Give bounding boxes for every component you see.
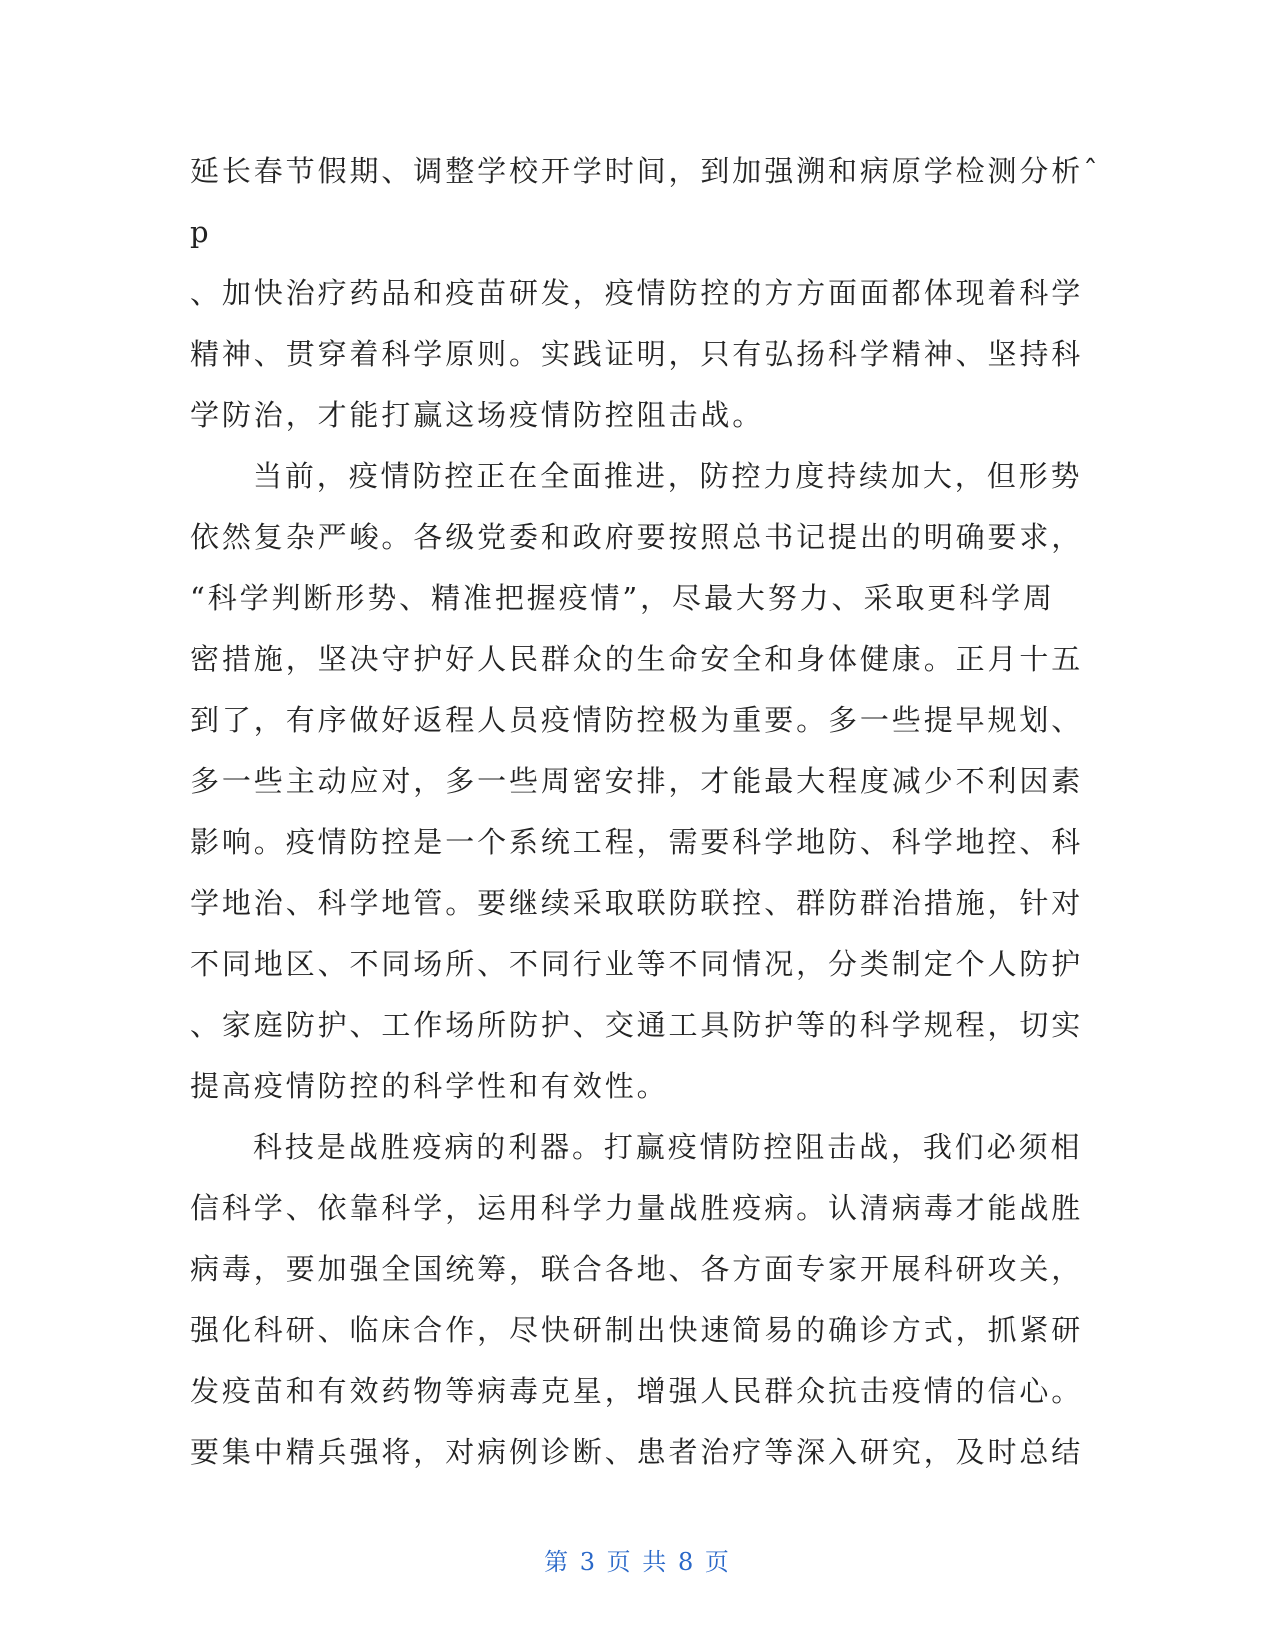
text-line-2: p [190,215,212,249]
text-line-14: 不同地区、不同场所、不同行业等不同情况，分类制定个人防护 [190,947,1084,981]
text-line-13: 学地治、科学地管。要继续采取联防联控、群防群治措施，针对 [190,886,1084,920]
text-line-10: 到了，有序做好返程人员疫情防控极为重要。多一些提早规划、 [190,703,1084,737]
text-line-7: 依然复杂严峻。各级党委和政府要按照总书记提出的明确要求， [190,520,1084,554]
text-line-20: 强化科研、临床合作，尽快研制出快速简易的确诊方式，抓紧研 [190,1313,1084,1347]
paragraph-start-line: 当前，疫情防控正在全面推进，防控力度持续加大，但形势 [253,459,1083,493]
text-line-12: 影响。疫情防控是一个系统工程，需要科学地防、科学地控、科 [190,825,1084,859]
text-line-16: 提高疫情防控的科学性和有效性。 [190,1069,669,1103]
text-line-15: 、家庭防护、工作场所防护、交通工具防护等的科学规程，切实 [190,1008,1084,1042]
text-line-11: 多一些主动应对，多一些周密安排，才能最大程度减少不利因素 [190,764,1084,798]
text-line-3: 、加快治疗药品和疫苗研发，疫情防控的方方面面都体现着科学 [190,276,1084,310]
paragraph-start-line: 科技是战胜疫病的利器。打赢疫情防控阻击战，我们必须相 [253,1130,1083,1164]
text-line-22: 要集中精兵强将，对病例诊断、患者治疗等深入研究，及时总结 [190,1435,1084,1469]
text-line-1: 延长春节假期、调整学校开学时间，到加强溯和病原学检测分析ˆ [190,154,1101,188]
text-line-4: 精神、贯穿着科学原则。实践证明，只有弘扬科学精神、坚持科 [190,337,1084,371]
text-line-9: 密措施，坚决守护好人民群众的生命安全和身体健康。正月十五 [190,642,1084,676]
text-line-18: 信科学、依靠科学，运用科学力量战胜疫病。认清病毒才能战胜 [190,1191,1084,1225]
body-text [190,141,1101,1483]
text-line-8: “科学判断形势、精准把握疫情”，尽最大努力、采取更科学周 [190,581,1055,615]
text-line-19: 病毒，要加强全国统筹，联合各地、各方面专家开展科研攻关， [190,1252,1084,1286]
text-line-5: 学防治，才能打赢这场疫情防控阻击战。 [190,398,765,432]
text-line-21: 发疫苗和有效药物等病毒克星，增强人民群众抗击疫情的信心。 [190,1374,1084,1408]
page-number-footer: 第 3 页 共 8 页 [544,1548,731,1576]
